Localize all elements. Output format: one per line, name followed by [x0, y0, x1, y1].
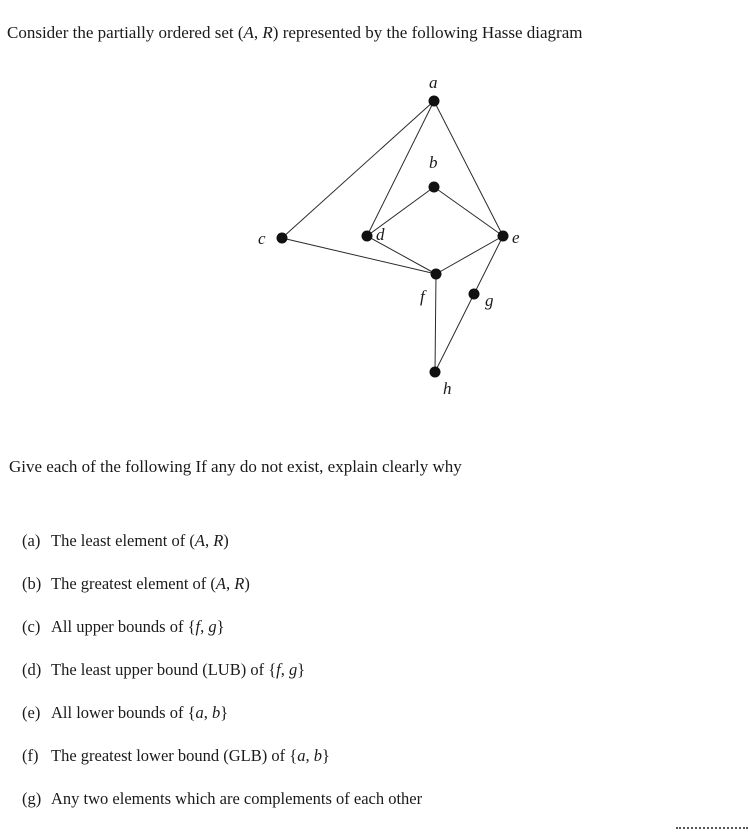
- label-g: g: [485, 291, 494, 310]
- question-a: (a) The least element of (A, R): [22, 531, 229, 550]
- question-f: (f) The greatest lower bound (GLB) of {a, b}: [22, 746, 330, 765]
- intro-comma: ,: [253, 23, 263, 42]
- intro-set-r: R: [262, 23, 273, 42]
- intro-set-a: A: [243, 23, 254, 42]
- node-g: [469, 289, 480, 300]
- intro-suffix: ) represented by the following Hasse diagram: [272, 23, 583, 42]
- question-d: (d) The least upper bound (LUB) of {f, g}: [22, 660, 306, 679]
- label-h: h: [443, 379, 452, 398]
- question-e: (e) All lower bounds of {a, b}: [22, 703, 229, 722]
- node-c: [277, 233, 288, 244]
- node-b: [429, 182, 440, 193]
- node-f: [431, 269, 442, 280]
- node-e: [498, 231, 509, 242]
- intro-prefix: Consider the partially ordered set (: [7, 23, 244, 42]
- edge-b-e: [434, 187, 503, 236]
- question-b: (b) The greatest element of (A, R): [22, 574, 250, 593]
- node-a: [429, 96, 440, 107]
- edge-a-e: [434, 101, 503, 236]
- label-c: c: [258, 229, 266, 248]
- question-g: (g) Any two elements which are complements of each other: [22, 789, 423, 808]
- edge-a-c: [282, 101, 434, 238]
- label-f: f: [420, 287, 425, 306]
- edge-a-d: [367, 101, 434, 236]
- page-edge-mark: [676, 827, 748, 833]
- node-d: [362, 231, 373, 242]
- label-a: a: [429, 73, 438, 92]
- question-c: (c) All upper bounds of {f, g}: [22, 617, 225, 636]
- edge-c-f: [282, 238, 436, 274]
- instruction-text: Give each of the following If any do not exist, explain clearly why: [9, 457, 462, 476]
- label-d: d: [376, 225, 385, 244]
- label-b: b: [429, 153, 438, 172]
- label-e: e: [512, 228, 520, 247]
- edge-f-h: [435, 274, 436, 372]
- edge-g-h: [435, 294, 474, 372]
- node-h: [430, 367, 441, 378]
